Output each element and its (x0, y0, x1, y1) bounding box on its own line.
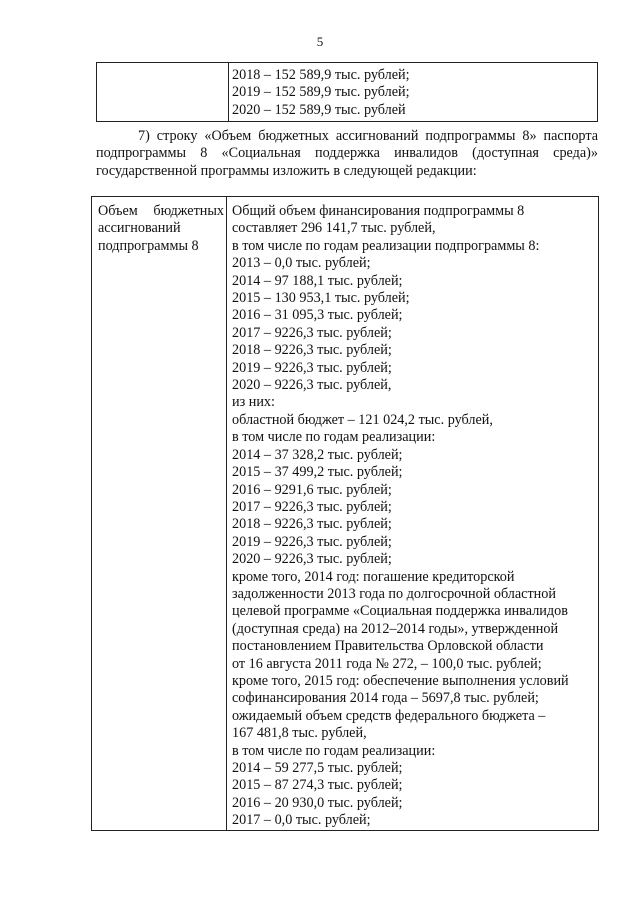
value-line: (доступная среда) на 2012–2014 годы», утвержденной (232, 620, 559, 637)
value-line: областной бюджет – 121 024,2 тыс. рублей, (232, 411, 493, 428)
value-line: 2016 – 31 095,3 тыс. рублей; (232, 307, 403, 324)
value-line: софинансирования 2014 года – 5697,8 тыс. рублей; (232, 690, 539, 707)
budget-table (91, 196, 599, 831)
value-line: кроме того, 2014 год: погашение кредиторской (232, 568, 515, 585)
label-line: подпрограммы 8 (98, 237, 199, 254)
value-line: 2014 – 97 188,1 тыс. рублей; (232, 272, 403, 289)
value-line: 2020 – 9226,3 тыс. рублей; (232, 551, 392, 568)
value-line: целевой программе «Социальная поддержка инвалидов (232, 603, 568, 620)
value-line: постановлением Правительства Орловской области (232, 638, 544, 655)
value-line: 2015 – 130 953,1 тыс. рублей; (232, 290, 410, 307)
value-line: 2017 – 0,0 тыс. рублей; (232, 812, 371, 829)
value-line: в том числе по годам реализации: (232, 429, 436, 446)
top-table-line: 2019 – 152 589,9 тыс. рублей; (232, 84, 410, 101)
intro-paragraph (96, 128, 598, 180)
value-line: ожидаемый объем средств федерального бюджета – (232, 707, 546, 724)
value-line: 2018 – 9226,3 тыс. рублей; (232, 342, 392, 359)
top-table-left-cell (97, 63, 229, 121)
value-line: из них: (232, 394, 275, 411)
label-line: ассигнований (98, 220, 181, 237)
intro-line: подпрограммы 8 «Социальная поддержка инвалидов (доступная среда)» (96, 145, 598, 162)
budget-table-value-cell (227, 197, 598, 830)
value-line: 2019 – 9226,3 тыс. рублей; (232, 359, 392, 376)
value-line: составляет 296 141,7 тыс. рублей, (232, 220, 436, 237)
value-line: задолженности 2013 года по долгосрочной областной (232, 585, 556, 602)
intro-line: государственной программы изложить в следующей редакции: (96, 162, 477, 179)
top-table-line: 2018 – 152 589,9 тыс. рублей; (232, 67, 410, 83)
top-table-right-cell (229, 63, 410, 121)
intro-line: 7) строку «Объем бюджетных ассигнований подпрограммы 8» паспорта (138, 128, 598, 144)
value-line: 2016 – 20 930,0 тыс. рублей; (232, 794, 403, 811)
page-number: 5 (316, 34, 324, 49)
value-line: Общий объем финансирования подпрограммы 8 (232, 203, 525, 219)
value-line: 2019 – 9226,3 тыс. рублей; (232, 533, 392, 550)
value-line: 2020 – 9226,3 тыс. рублей, (232, 377, 392, 394)
value-line: от 16 августа 2011 года № 272, – 100,0 тыс. рублей; (232, 655, 542, 672)
budget-table-label-cell (92, 197, 227, 830)
value-line: 2016 – 9291,6 тыс. рублей; (232, 481, 392, 498)
label-line: Объем бюджетных (98, 203, 224, 219)
top-table (96, 62, 598, 122)
value-line: 167 481,8 тыс. рублей, (232, 725, 367, 742)
value-line: 2017 – 9226,3 тыс. рублей; (232, 324, 392, 341)
top-table-line: 2020 – 152 589,9 тыс. рублей (232, 101, 406, 118)
value-line: 2014 – 37 328,2 тыс. рублей; (232, 446, 403, 463)
value-line: 2015 – 87 274,3 тыс. рублей; (232, 777, 403, 794)
value-line: 2014 – 59 277,5 тыс. рублей; (232, 760, 403, 776)
value-line: 2018 – 9226,3 тыс. рублей; (232, 516, 392, 533)
value-line: 2015 – 37 499,2 тыс. рублей; (232, 464, 403, 481)
value-line: 2013 – 0,0 тыс. рублей; (232, 255, 371, 272)
value-line: кроме того, 2015 год: обеспечение выполнения условий (232, 672, 569, 689)
value-line: в том числе по годам реализации подпрограммы 8: (232, 237, 540, 254)
value-line: 2017 – 9226,3 тыс. рублей; (232, 498, 392, 515)
value-line: в том числе по годам реализации: (232, 742, 436, 759)
